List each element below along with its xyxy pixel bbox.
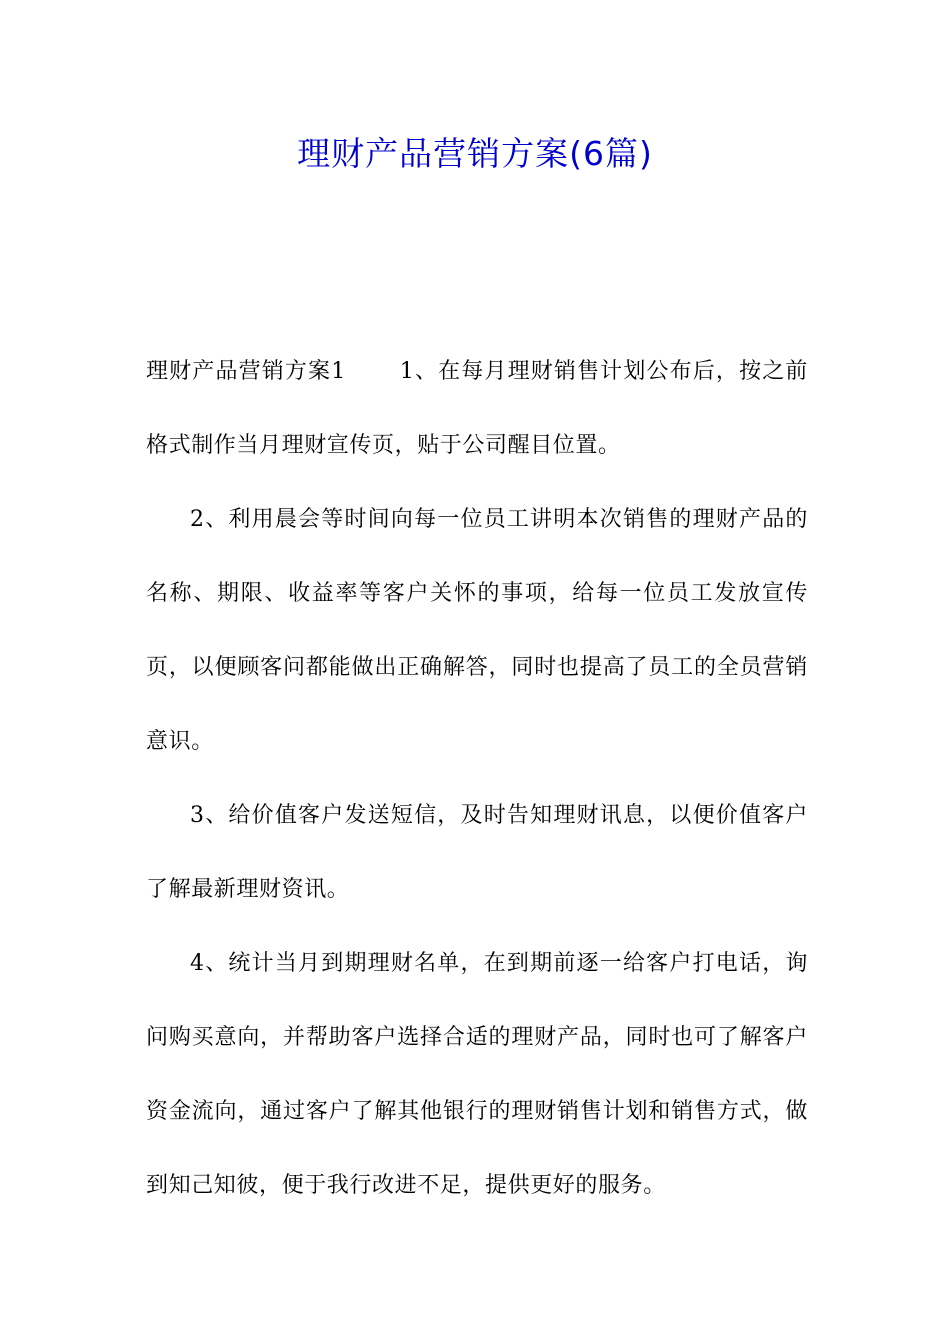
document-body [146,335,808,1223]
paragraph-2: 2、利用晨会等时间向每一位员工讲明本次销售的理财产品的名称、期限、收益率等客户关怀的事项，给每一位员工发放宣传页，以便顾客问都能做出正确解答，同时也提高了员工的全员营销意识。 [146,507,808,754]
document-title: 理财产品营销方案(6篇) [297,134,653,173]
paragraph-3: 3、给价值客户发送短信，及时告知理财讯息，以便价值客户了解最新理财资讯。 [146,803,808,902]
paragraph-4: 4、统计当月到期理财名单，在到期前逐一给客户打电话，询问购买意向，并帮助客户选择合适的理财产品，同时也可了解客户资金流向，通过客户了解其他银行的理财销售计划和销售方式，做到知己知彼，便于我行改进不足，提供更好的服务。 [146,951,808,1198]
paragraph-1 [146,335,808,483]
paragraph-1-text: 1、在每月理财销售计划公布后，按之前格式制作当月理财宣传页，贴于公司醒目位置。 [146,359,808,458]
section-heading: 理财产品营销方案1 [146,359,346,384]
